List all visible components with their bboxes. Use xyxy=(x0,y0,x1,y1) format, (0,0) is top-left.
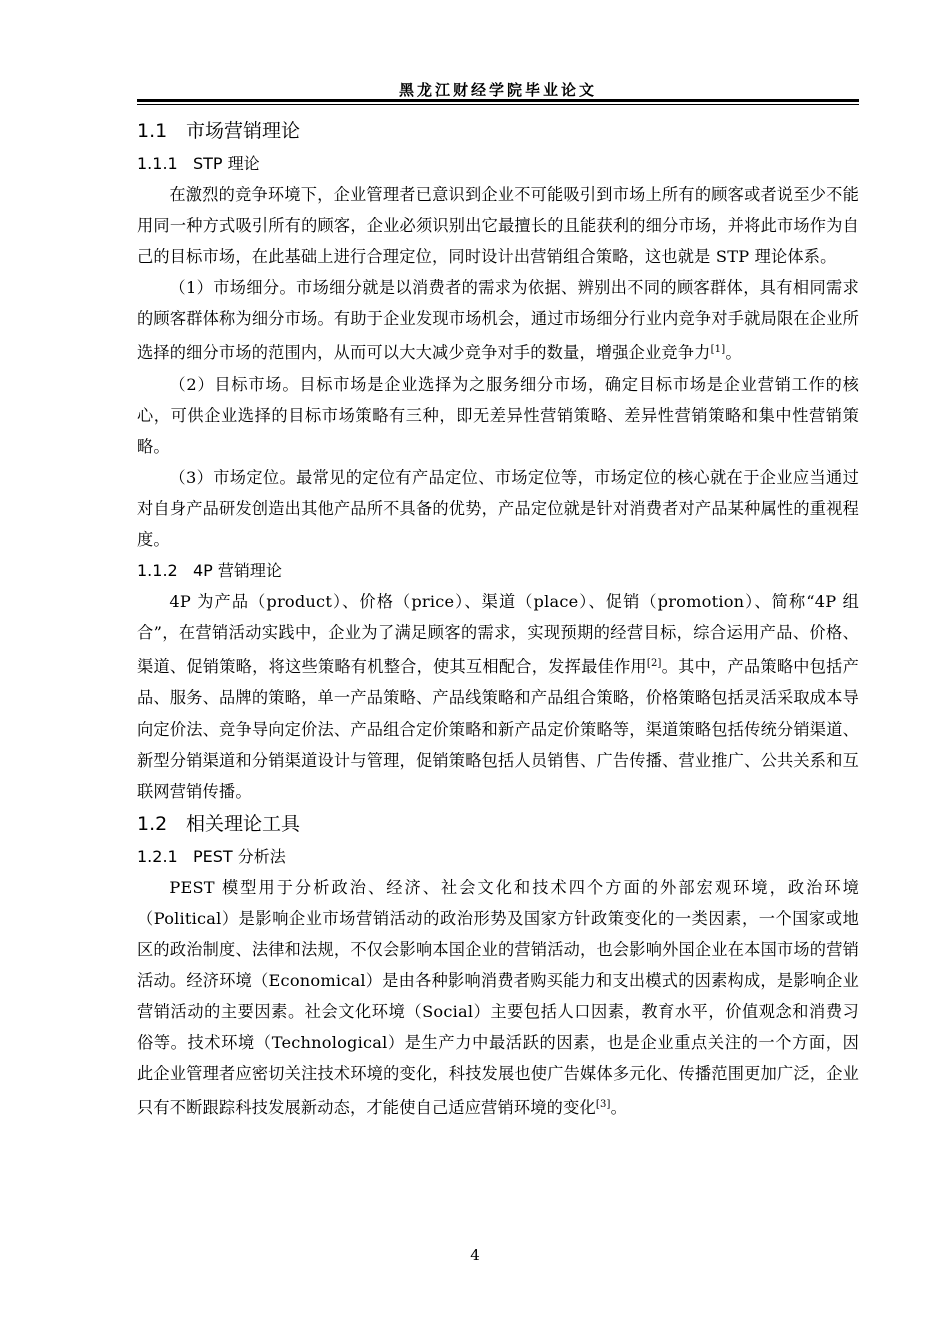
page-content xyxy=(137,114,859,1124)
paragraph-end: 。 xyxy=(610,1098,628,1118)
citation: [1] xyxy=(710,344,726,356)
section-heading-1-2 xyxy=(137,807,859,841)
paragraph-text: （1）市场细分。市场细分就是以消费者的需求为依据、辨别出不同的顾客群体，具有相同需求的顾客群体称为细分市场。有助于企业发现市场机会，通过市场细分行业内竞争对手就局限在企业所选择的细分市场的范围内，从而可以大大减少竞争对手的数量，增强企业竞争力 xyxy=(137,278,859,363)
subsection-title: 4P 营销理论 xyxy=(193,561,282,581)
section-title: 相关理论工具 xyxy=(186,812,301,835)
section-number: 1.2 xyxy=(137,812,168,835)
subsection-title: STP 理论 xyxy=(193,154,260,173)
paragraph-4p-theory xyxy=(137,586,859,807)
paragraph-text: 4P 为产品（product）、价格（price）、渠道（place）、促销（promotion）、简称“4P 组合”，在营销活动实践中，企业为了满足顾客的需求，实现预期的经营目标，综合运用产品、价格、渠道、促销策略，将这些策略有机整合，使其互相配合，发挥最佳作用 xyxy=(137,592,859,677)
section-title: 市场营销理论 xyxy=(186,120,301,142)
paragraph-stp-intro: 在激烈的竞争环境下，企业管理者已意识到企业不可能吸引到市场上所有的顾客或者说至少不能用同一种方式吸引所有的顾客，企业必须识别出它最擅长的且能获利的细分市场，并将此市场作为自己的目标市场，在此基础上进行合理定位，同时设计出营销组合策略，这也就是 STP 理论体系。 xyxy=(137,185,859,267)
page-header: 黑龙江财经学院毕业论文 xyxy=(398,81,597,99)
subsection-number: 1.1.2 xyxy=(137,561,178,581)
paragraph-pest-analysis xyxy=(137,872,859,1124)
header-rule-thick xyxy=(137,99,859,102)
subsection-heading-1-1-1 xyxy=(137,148,859,179)
paragraph-text: PEST 模型用于分析政治、经济、社会文化和技术四个方面的外部宏观环境，政治环境（Political）是影响企业市场营销活动的政治形势及国家方针政策变化的一类因素，一个国家或地区的政治制度、法律和法规，不仅会影响本国企业的营销活动，也会影响外国企业在本国市场的营销活动。经济环境（Economical）是由各种影响消费者购买能力和支出模式的因素构成，是影响企业营销活动的主要因素。社会文化环境（Social）主要包括人口因素，教育水平，价值观念和消费习俗等。技术环境（Technological）是生产力中最活跃的因素，也是企业重点关注的一个方面，因此企业管理者应密切关注技术环境的变化，科技发展也使广告媒体多元化、传播范围更加广泛，企业只有不断跟踪科技发展新动态，才能使自己适应营销环境的变化 xyxy=(137,877,859,1118)
citation: [3] xyxy=(595,1099,611,1111)
header-rule-thin xyxy=(137,104,859,105)
subsection-heading-1-2-1 xyxy=(137,841,859,872)
subsection-heading-1-1-2 xyxy=(137,555,859,586)
paragraph-market-segmentation xyxy=(137,272,859,368)
section-heading-1-1 xyxy=(137,114,859,148)
page-number: 4 xyxy=(470,1246,480,1264)
paragraph-market-positioning: （3）市场定位。最常见的定位有产品定位、市场定位等，市场定位的核心就在于企业应当通过对自身产品研发创造出其他产品所不具备的优势，产品定位就是针对消费者对产品某种属性的重视程度。 xyxy=(137,467,859,550)
paragraph-target-market: （2）目标市场。目标市场是企业选择为之服务细分市场，确定目标市场是企业营销工作的核心，可供企业选择的目标市场策略有三种，即无差异性营销策略、差异性营销策略和集中性营销策略。 xyxy=(137,374,859,456)
citation: [2] xyxy=(646,658,662,670)
subsection-number: 1.2.1 xyxy=(137,846,178,866)
subsection-number: 1.1.1 xyxy=(137,154,178,173)
section-number: 1.1 xyxy=(137,120,168,142)
paragraph-text-cont: 。其中，产品策略中包括产品、服务、品牌的策略，单一产品策略、产品线策略和产品组合策略，价格策略包括灵活采取成本导向定价法、竞争导向定价法、产品组合定价策略和新产品定价策略等，渠道策略包括传统分销渠道、新型分销渠道和分销渠道设计与管理，促销策略包括人员销售、广告传播、营业推广、公共关系和互联网营销传播。 xyxy=(137,657,859,801)
paragraph-end: 。 xyxy=(725,343,742,363)
subsection-title: PEST 分析法 xyxy=(193,846,286,866)
